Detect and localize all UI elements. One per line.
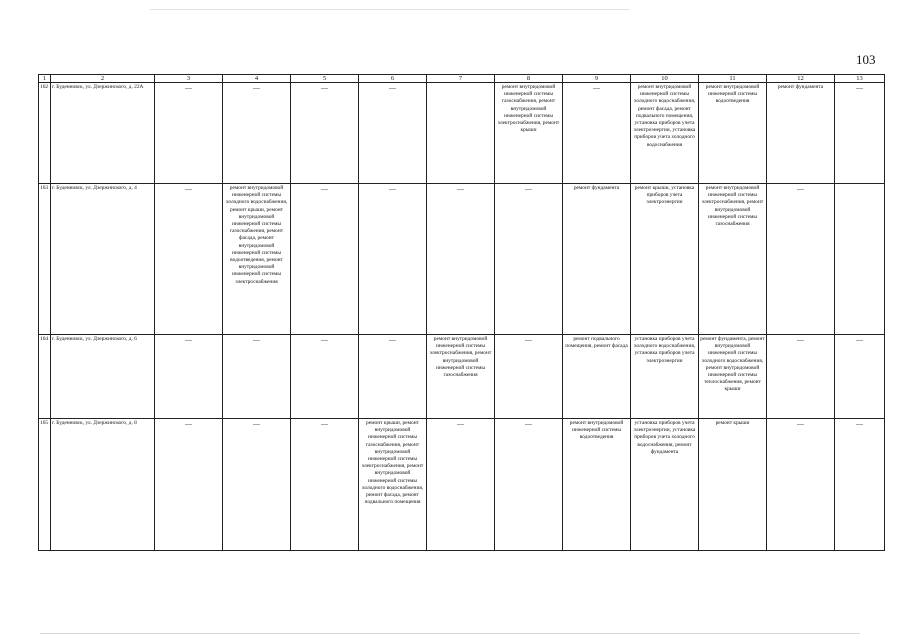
cell-col-9: ремонт внутридомовой инженерной системы водоотведения: [563, 419, 631, 551]
empty-dash: —: [185, 185, 192, 193]
cell-col-10: установка приборов учета электроэнергии, установка приборов учета холодного водоснабжения, ремонт фундамента: [631, 419, 699, 551]
empty-dash: —: [856, 420, 863, 428]
table-row: [39, 83, 885, 184]
cell-col-9: ремонт подвального помещения, ремонт фасада: [563, 335, 631, 419]
empty-dash: —: [797, 336, 804, 344]
cell-col-12: [767, 335, 835, 419]
column-number-7: 7: [427, 75, 495, 83]
cell-col-12: [767, 419, 835, 551]
column-number-3: 3: [155, 75, 223, 83]
cell-col-11: ремонт внутридомовой инженерной системы водоотведения: [699, 83, 767, 184]
cell-col-13: [835, 184, 885, 335]
cell-col-8: [495, 335, 563, 419]
empty-dash: —: [797, 185, 804, 193]
empty-dash: —: [593, 84, 600, 92]
empty-dash: —: [321, 185, 328, 193]
cell-col-9: ремонт фундамента: [563, 184, 631, 335]
empty-dash: —: [525, 336, 532, 344]
cell-col-10: установка приборов учета холодного водоснабжения, установка приборов учета электроэнергии: [631, 335, 699, 419]
column-number-9: 9: [563, 75, 631, 83]
column-number-4: 4: [223, 75, 291, 83]
cell-col-5: [291, 419, 359, 551]
cell-col-11: ремонт крыши: [699, 419, 767, 551]
cell-col-7: ремонт внутридомовой инженерной системы электроснабжения, ремонт внутридомовой инженерной системы газоснабжения: [427, 335, 495, 419]
row-address: г. Буденновск, ул. Дзержинского, д. 8: [51, 419, 155, 551]
cell-col-3: [155, 419, 223, 551]
column-number-6: 6: [359, 75, 427, 83]
cell-col-5: [291, 335, 359, 419]
row-number: 165: [39, 419, 51, 551]
cell-col-8: [495, 419, 563, 551]
cell-col-11: ремонт фундамента, ремонт внутридомовой инженерной системы холодного водоснабжения, ремонт внутридомовой инженерной системы теплоснабжения, ремонт крыши: [699, 335, 767, 419]
empty-dash: —: [253, 420, 260, 428]
cell-col-6: [359, 83, 427, 184]
repair-schedule-table: [38, 74, 885, 551]
cell-col-3: [155, 335, 223, 419]
cell-col-5: [291, 184, 359, 335]
cell-col-4: [223, 83, 291, 184]
cell-col-13: [835, 335, 885, 419]
row-number: 164: [39, 335, 51, 419]
cell-col-3: [155, 184, 223, 335]
row-address: г. Буденновск, ул. Дзержинского, д. 4: [51, 184, 155, 335]
page-number: 103: [856, 52, 876, 67]
cell-col-6: [359, 184, 427, 335]
column-number-row: [39, 75, 885, 83]
empty-dash: —: [185, 336, 192, 344]
cell-col-9: [563, 83, 631, 184]
empty-dash: —: [321, 84, 328, 92]
cell-col-10: ремонт внутридомовой инженерной системы холодного водоснабжения, ремонт фасада, ремонт подвального помещения, установка приборов учета электроэнергии, установка приборов учета холодного водоснабжения: [631, 83, 699, 184]
row-number: 162: [39, 83, 51, 184]
column-number-5: 5: [291, 75, 359, 83]
empty-dash: —: [525, 420, 532, 428]
empty-dash: —: [389, 84, 396, 92]
empty-dash: —: [856, 336, 863, 344]
row-number: 163: [39, 184, 51, 335]
cell-col-8: [495, 184, 563, 335]
cell-col-7: [427, 184, 495, 335]
empty-dash: —: [457, 420, 464, 428]
table-row: [39, 335, 885, 419]
empty-dash: —: [797, 420, 804, 428]
column-number-13: 13: [835, 75, 885, 83]
column-number-11: 11: [699, 75, 767, 83]
cell-col-10: ремонт крыши, установка приборов учета электроэнергии: [631, 184, 699, 335]
empty-dash: —: [457, 185, 464, 193]
empty-dash: —: [253, 84, 260, 92]
cell-col-13: [835, 83, 885, 184]
empty-dash: —: [321, 420, 328, 428]
empty-dash: —: [525, 185, 532, 193]
cell-col-6: [359, 335, 427, 419]
cell-col-5: [291, 83, 359, 184]
cell-col-12: ремонт фундамента: [767, 83, 835, 184]
cell-col-7: [427, 419, 495, 551]
cell-col-11: ремонт внутридомовой инженерной системы электроснабжения, ремонт внутридомовой инженерной системы газоснабжения: [699, 184, 767, 335]
row-address: г. Буденновск, ул. Дзержинского, д. 22А: [51, 83, 155, 184]
table-row: [39, 419, 885, 551]
cell-col-7: [427, 83, 495, 184]
column-number-1: 1: [39, 75, 51, 83]
scan-artifact-bottom: [40, 633, 860, 634]
row-address: г. Буденновск, ул. Дзержинского, д. 6: [51, 335, 155, 419]
cell-col-4: [223, 335, 291, 419]
cell-col-13: [835, 419, 885, 551]
cell-col-6: ремонт крыши, ремонт внутридомовой инженерной системы газоснабжения, ремонт внутридомовой инженерной системы электроснабжения, ремонт внутридомовой инженерной системы холодного водоснабжения, ремонт фасада, ремонт подвального помещения: [359, 419, 427, 551]
empty-dash: —: [389, 336, 396, 344]
empty-dash: —: [253, 336, 260, 344]
table-row: [39, 184, 885, 335]
empty-dash: —: [185, 420, 192, 428]
column-number-12: 12: [767, 75, 835, 83]
cell-col-3: [155, 83, 223, 184]
cell-col-8: ремонт внутридомовой инженерной системы газоснабжения, ремонт внутридомовой инженерной системы электроснабжения, ремонт крыши: [495, 83, 563, 184]
empty-dash: —: [321, 336, 328, 344]
empty-dash: —: [185, 84, 192, 92]
cell-col-4: ремонт внутридомовой инженерной системы холодного водоснабжения, ремонт крыши, ремонт внутридомовой инженерной системы газоснабжения, ремонт фасада, ремонт внутридомовой инженерной системы водоотведения, ремонт внутридомовой инженерной системы электроснабжения: [223, 184, 291, 335]
column-number-2: 2: [51, 75, 155, 83]
column-number-10: 10: [631, 75, 699, 83]
cell-col-4: [223, 419, 291, 551]
empty-dash: —: [389, 185, 396, 193]
cell-col-12: [767, 184, 835, 335]
column-number-8: 8: [495, 75, 563, 83]
scan-artifact-top: [150, 9, 630, 10]
empty-dash: —: [856, 84, 863, 92]
